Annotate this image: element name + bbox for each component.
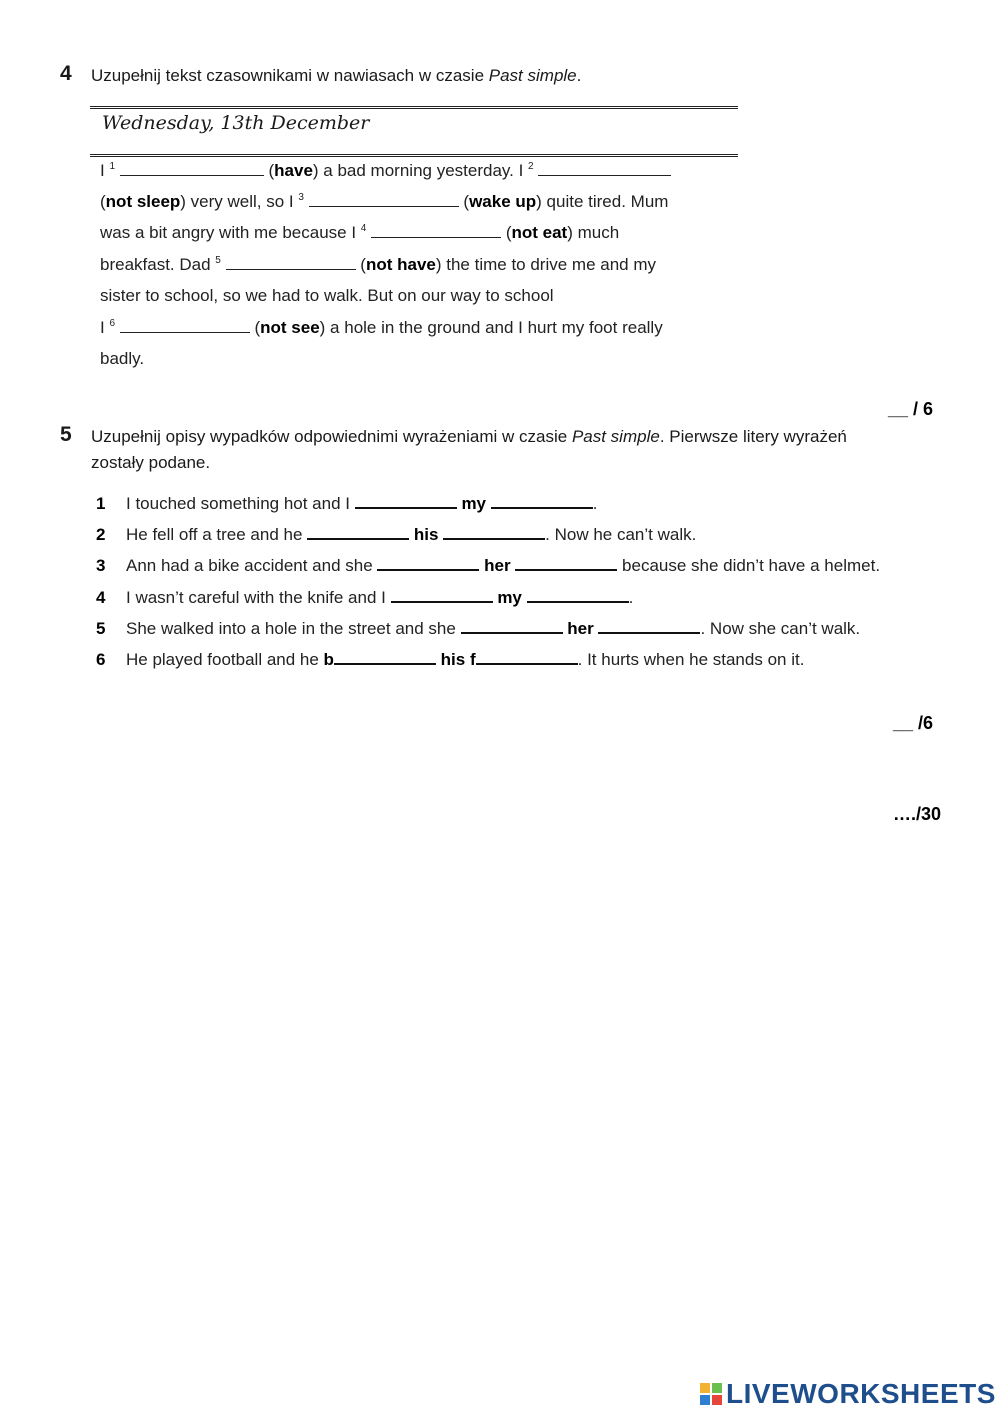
- exercise-5-item-1: 1 I touched something hot and I my .: [96, 494, 598, 513]
- item-6-blank-2[interactable]: [476, 649, 578, 665]
- gap-3-blank[interactable]: [309, 192, 459, 207]
- item-3-blank-2[interactable]: [515, 555, 617, 571]
- exercise-5-item-6: 6 He played football and he b his f . It hurts when he stands on it.: [96, 650, 805, 669]
- diary-line-4: breakfast. Dad $^5$ (not have) the time to drive me and my: [100, 255, 657, 274]
- exercise-5-instruction: Uzupełnij opisy wypadków odpowiednimi wyrażeniami w czasie Past simple. Pierwsze litery wyrażeń zostały podane.: [91, 427, 847, 472]
- diary-bottom-rule: [90, 154, 738, 157]
- item-4-blank-1[interactable]: [391, 587, 493, 603]
- item-4-blank-2[interactable]: [527, 587, 629, 603]
- diary-line-1: I $^1$ (have) a bad morning yesterday. I $^2$: [100, 161, 671, 181]
- gap-4-blank[interactable]: [371, 223, 501, 238]
- gap-1-blank[interactable]: [120, 161, 264, 176]
- gap-6-blank[interactable]: [120, 318, 250, 333]
- item-6-blank-1[interactable]: [334, 649, 436, 665]
- exercise-4-instruction: Uzupełnij tekst czasownikami w nawiasach w czasie Past simple.: [91, 66, 582, 85]
- logo-squares-icon: [700, 1383, 722, 1405]
- item-5-blank-1[interactable]: [461, 618, 563, 634]
- gap-5-blank[interactable]: [226, 255, 356, 270]
- logo-text: LIVEWORKSHEETS: [726, 1378, 996, 1409]
- diary-line-5: sister to school, so we had to walk. But on our way to school: [100, 286, 554, 305]
- exercise-5-item-4: 4 I wasn’t careful with the knife and I my .: [96, 588, 634, 607]
- exercise-4-number: 4: [60, 62, 72, 85]
- item-2-blank-1[interactable]: [307, 524, 409, 540]
- diary-line-3: was a bit angry with me because I $^4$ (not eat) much: [100, 223, 620, 242]
- liveworksheets-logo: [700, 1378, 996, 1410]
- exercise-4-score: __ / 6: [888, 399, 934, 419]
- diary-line-6: I $^6$ (not see) a hole in the ground and I hurt my foot really: [100, 318, 663, 337]
- exercise-5-item-3: 3 Ann had a bike accident and she her because she didn’t have a helmet.: [96, 556, 881, 575]
- diary-top-rule: [90, 106, 738, 109]
- item-1-blank-2[interactable]: [491, 493, 593, 509]
- exercise-5-item-2: 2 He fell off a tree and he his . Now he can’t walk.: [96, 525, 697, 544]
- logo-square: [700, 1395, 710, 1405]
- gap-2-blank[interactable]: [538, 161, 671, 176]
- item-3-blank-1[interactable]: [377, 555, 479, 571]
- exercise-5-item-5: 5 She walked into a hole in the street and she her . Now she can’t walk.: [96, 619, 861, 638]
- item-2-blank-2[interactable]: [443, 524, 545, 540]
- item-5-blank-2[interactable]: [598, 618, 700, 634]
- exercise-5-number: 5: [60, 423, 72, 446]
- total-score: …./30: [893, 804, 942, 824]
- diary-line-7: badly.: [100, 349, 145, 368]
- exercise-5-score: __ /6: [893, 713, 934, 733]
- item-1-blank-1[interactable]: [355, 493, 457, 509]
- logo-square: [712, 1383, 722, 1393]
- logo-square: [700, 1383, 710, 1393]
- diary-line-2: (not sleep) very well, so I $^3$ (wake up) quite tired. Mum: [100, 192, 669, 211]
- diary-date: Wednesday, 13th December: [102, 112, 370, 134]
- logo-square: [712, 1395, 722, 1405]
